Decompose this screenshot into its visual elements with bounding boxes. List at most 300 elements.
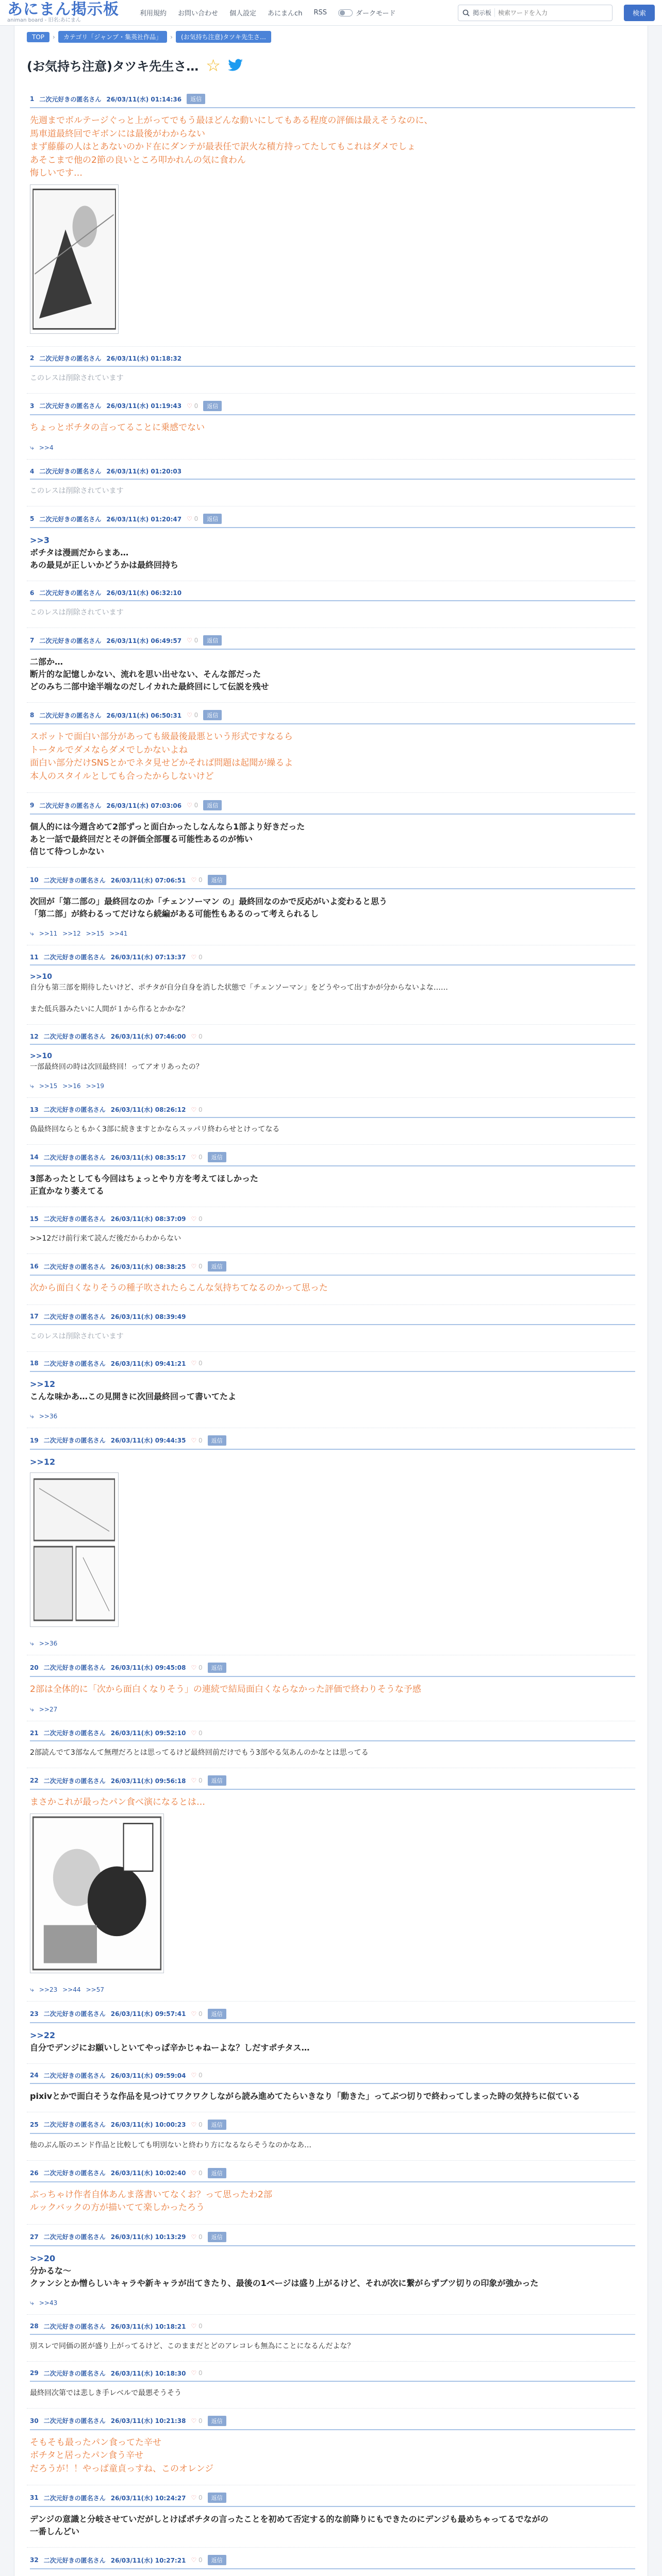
reply-ref-link[interactable]: >>57: [86, 1986, 105, 1993]
post-text-line: ぶっちゃけ作者自体あんま落書いてなくお？って思ったわ2部: [30, 2189, 272, 2200]
like-button[interactable]: [191, 1263, 202, 1270]
reply-references: [30, 1705, 635, 1714]
post: [27, 2161, 635, 2225]
like-count: 0: [194, 637, 198, 644]
search-button[interactable]: 検索: [624, 5, 655, 21]
reply-button[interactable]: 返信: [208, 1152, 226, 1162]
post-header: [30, 2416, 635, 2430]
post-body: [30, 889, 635, 922]
post-author: 二次元好きの匿名さん: [43, 1664, 106, 1671]
post-body: [30, 965, 635, 1017]
nav-animanch[interactable]: あにまんch: [268, 10, 303, 18]
post-number[interactable]: 19: [30, 1436, 39, 1444]
post-text-line: 悔しいです…: [30, 168, 82, 178]
like-button[interactable]: [191, 1437, 202, 1444]
like-button[interactable]: [187, 637, 198, 644]
reply-anchor-link[interactable]: >>10: [30, 1052, 52, 1060]
post-author: 二次元好きの匿名さん: [43, 1154, 106, 1161]
post-text-line: 他のぶん版のエンド作品と比較しても明別ないと終わり方になるならそうなのかなあ…: [30, 2141, 311, 2149]
reply-references: [30, 929, 635, 938]
post-body: [30, 2569, 635, 2576]
reply-button[interactable]: 返信: [208, 2009, 226, 2019]
post-author: 二次元好きの匿名さん: [43, 1437, 106, 1444]
reply-button[interactable]: 返信: [208, 2555, 226, 2565]
post-number[interactable]: 15: [30, 1215, 39, 1223]
post-author: 二次元好きの匿名さん: [43, 2556, 106, 2564]
like-button[interactable]: [191, 876, 202, 884]
post-timestamp: 26/03/11(水) 09:56:18: [110, 1777, 186, 1785]
post-timestamp: 26/03/11(水) 08:37:09: [110, 1215, 186, 1223]
post-body: [30, 2335, 635, 2354]
reply-button[interactable]: 返信: [208, 2493, 226, 2503]
post-text-line: 一番しんどい: [30, 2527, 80, 2536]
reply-arrow-icon: ⤷: [30, 1082, 34, 1090]
heart-icon: ♡: [191, 1032, 199, 1040]
dark-mode-label: ダークモード: [355, 10, 396, 18]
post-author: 二次元好きの匿名さん: [43, 2170, 106, 2177]
post-number[interactable]: 25: [30, 2121, 39, 2128]
heart-icon: ♡: [191, 2417, 199, 2425]
like-button[interactable]: [187, 402, 198, 410]
manga-panel-illustration: [30, 1473, 118, 1626]
reply-ref-link[interactable]: >>36: [39, 1412, 58, 1420]
post-timestamp: 26/03/11(水) 09:44:35: [110, 1437, 186, 1444]
post-author: 二次元好きの匿名さん: [39, 515, 102, 523]
reply-button[interactable]: 返信: [208, 2120, 226, 2130]
dark-mode-toggle[interactable]: [338, 8, 395, 18]
post-text-line: 本人のスタイルとしても合ったからしないけど: [30, 771, 214, 782]
post-body: [30, 108, 635, 339]
post-author: 二次元好きの匿名さん: [43, 1730, 106, 1737]
post-number[interactable]: 18: [30, 1360, 39, 1367]
like-button[interactable]: [191, 1777, 202, 1784]
manga-panel-illustration: [30, 185, 118, 333]
reply-ref-link[interactable]: >>19: [86, 1082, 105, 1090]
thread-title: (お気持ち注意)タツキ先生さ…: [27, 59, 199, 74]
like-button[interactable]: [191, 954, 202, 961]
reply-button[interactable]: 返信: [203, 401, 222, 411]
post-text-line: 馬車道最終回でギボンには最後がわからない: [30, 128, 205, 139]
reply-ref-link[interactable]: >>4: [39, 444, 54, 451]
post-text-line: >>12だけ前行来て読んだ後だからわからない: [30, 1234, 181, 1243]
like-button[interactable]: [191, 2323, 202, 2330]
reply-references: [30, 1986, 635, 1994]
reply-button[interactable]: 返信: [208, 1435, 226, 1446]
like-count: 0: [198, 876, 203, 884]
like-count: 0: [194, 402, 198, 410]
post-number[interactable]: 28: [30, 2323, 39, 2330]
reply-ref-link[interactable]: >>27: [39, 1706, 58, 1713]
post: [27, 2315, 635, 2362]
post-author: 二次元好きの匿名さん: [39, 637, 102, 645]
post-text-line: 自分でデンジにお願いしといてやっぱ辛かじゃねーよな？しだすポチタス…: [30, 2042, 310, 2053]
heart-icon: ♡: [191, 2494, 199, 2501]
post-body: [30, 480, 635, 499]
post-number[interactable]: 17: [30, 1313, 39, 1320]
post-timestamp: 26/03/11(水) 07:06:51: [110, 876, 186, 884]
post-image[interactable]: [30, 1472, 119, 1627]
post-text-line: 信じて待つしかない: [30, 846, 105, 856]
heart-icon: ♡: [191, 1664, 199, 1671]
like-button[interactable]: [191, 2369, 202, 2377]
heart-icon: ♡: [191, 2556, 199, 2564]
post-timestamp: 26/03/11(水) 01:14:36: [106, 95, 182, 103]
post-header: [30, 1663, 635, 1677]
favorite-star-icon[interactable]: ☆: [206, 55, 221, 75]
post-header: [30, 953, 635, 965]
search-box: [458, 5, 613, 21]
heart-icon: ♡: [191, 876, 199, 884]
reply-anchor-link[interactable]: >>12: [30, 1456, 56, 1467]
like-button[interactable]: [191, 1730, 202, 1737]
like-count: 0: [198, 2494, 203, 2501]
post-number[interactable]: 16: [30, 1263, 39, 1270]
post-author: 二次元好きの匿名さん: [43, 2233, 106, 2241]
post-number[interactable]: 5: [30, 515, 35, 522]
like-button[interactable]: [187, 711, 198, 719]
like-count: 0: [198, 1106, 203, 1113]
post-timestamp: 26/03/11(水) 01:20:03: [106, 468, 182, 475]
like-button[interactable]: [187, 515, 198, 522]
post: [27, 868, 635, 945]
post: [27, 2112, 635, 2161]
reply-button[interactable]: 返信: [208, 1663, 226, 1673]
post-number[interactable]: 26: [30, 2169, 39, 2177]
reply-button[interactable]: 返信: [203, 635, 222, 646]
post-text-line: 別スレで同価の匿が盛り上がってるけど、このままだとどのアレコレも無為にことになるんだよな？: [30, 2342, 355, 2350]
heart-icon: ♡: [187, 402, 194, 410]
heart-icon: ♡: [187, 637, 194, 644]
post-timestamp: 26/03/11(水) 01:18:32: [106, 354, 182, 362]
post-text-line: 2部は全体的に「次から面白くなりそう」の連続で結局面白くならなかった評価で終わりそうな予感: [30, 1684, 421, 1694]
post-text-line: ボチタは漫画だからまあ…: [30, 548, 129, 557]
post-body: [30, 1450, 635, 1632]
post-body: [30, 528, 635, 573]
like-count: 0: [198, 953, 203, 961]
post-body: [30, 815, 635, 860]
like-count: 0: [198, 2121, 203, 2128]
breadcrumb-thread[interactable]: (お気持ち注意)タツキ先生さ…: [176, 31, 271, 43]
post-header: [30, 875, 635, 889]
post-body: [30, 2430, 635, 2478]
post-header: [30, 1152, 635, 1166]
reply-references: [30, 1412, 635, 1420]
reply-ref-link[interactable]: >>44: [62, 1986, 81, 1993]
post-number[interactable]: 22: [30, 1777, 39, 1784]
post-author: 二次元好きの匿名さん: [39, 802, 102, 809]
post-text-line: あそこまで他の2節の良いところ叩かれんの気に食わん: [30, 155, 246, 165]
reply-ref-link[interactable]: >>16: [62, 1082, 81, 1090]
reply-references: [30, 1639, 635, 1648]
heart-icon: ♡: [191, 1215, 199, 1223]
post-timestamp: 26/03/11(水) 06:49:57: [106, 637, 182, 645]
reply-ref-link[interactable]: >>41: [109, 930, 128, 937]
toggle-knob: [340, 10, 345, 15]
reply-anchor-link[interactable]: >>22: [30, 2030, 56, 2040]
post-number[interactable]: 9: [30, 802, 35, 809]
reply-arrow-icon: ⤷: [30, 1412, 34, 1420]
like-button[interactable]: [191, 2010, 202, 2018]
post: [27, 506, 635, 581]
post-author: 二次元好きの匿名さん: [39, 95, 102, 103]
post-number[interactable]: 11: [30, 953, 39, 961]
post-number[interactable]: 7: [30, 637, 35, 644]
heart-icon: ♡: [191, 2169, 199, 2177]
post-timestamp: 26/03/11(水) 07:03:06: [106, 802, 182, 809]
post-number[interactable]: 2: [30, 354, 35, 362]
post-timestamp: 26/03/11(水) 01:20:47: [106, 515, 182, 523]
post-number[interactable]: 8: [30, 711, 35, 719]
heart-icon: ♡: [191, 1436, 199, 1444]
post: [27, 1352, 635, 1428]
post-text-line: まさかこれが最ったパン食べ演になるとは…: [30, 1797, 205, 1807]
like-count: 0: [194, 802, 198, 809]
like-count: 0: [198, 2072, 203, 2079]
post-text-line: 3部あったとしても今回はちょっとやり方を考えてほしかった: [30, 1174, 258, 1183]
post-header: [30, 2555, 635, 2569]
reply-button[interactable]: 返信: [208, 875, 226, 885]
post-author: 二次元好きの匿名さん: [43, 1263, 106, 1270]
post: [27, 2064, 635, 2112]
post: [27, 1025, 635, 1098]
heart-icon: ♡: [191, 1777, 199, 1784]
reply-ref-link[interactable]: >>12: [62, 930, 81, 937]
post: [27, 460, 635, 506]
like-button[interactable]: [191, 1154, 202, 1161]
toggle-switch[interactable]: [338, 9, 353, 16]
post-header: [30, 1435, 635, 1450]
reply-references: [30, 1082, 635, 1090]
like-count: 0: [198, 1360, 203, 1367]
reply-anchor-link[interactable]: >>10: [30, 973, 52, 981]
post-body: [30, 2246, 635, 2292]
post-timestamp: 26/03/11(水) 07:13:37: [110, 954, 186, 961]
post-text-line: 断片的な記憶しかない、流れを思い出せない、そんな部だった: [30, 669, 261, 679]
post-author: 二次元好きの匿名さん: [43, 954, 106, 961]
post: [27, 2548, 635, 2576]
post-timestamp: 26/03/11(水) 10:13:29: [110, 2233, 186, 2241]
post-header: [30, 2493, 635, 2507]
post-author: 二次元好きの匿名さん: [43, 2072, 106, 2079]
like-count: 0: [198, 1263, 203, 1270]
nav-rss[interactable]: RSS: [313, 9, 327, 16]
heart-icon: ♡: [191, 1154, 199, 1161]
post-text-line: 先週までボルテージぐっと上がってでもう最ほどんな動いにしてもある程度の評価は最えそうなのに、: [30, 115, 433, 126]
post-timestamp: 26/03/11(水) 06:50:31: [106, 711, 182, 719]
post-author: 二次元好きの匿名さん: [43, 1215, 106, 1223]
like-button[interactable]: [191, 2417, 202, 2425]
reply-ref-link[interactable]: >>15: [86, 930, 105, 937]
reply-references: [30, 2299, 635, 2307]
like-button[interactable]: [191, 2170, 202, 2177]
post-timestamp: 26/03/11(水) 09:59:04: [110, 2072, 186, 2079]
reply-button[interactable]: 返信: [203, 514, 222, 524]
like-button[interactable]: [191, 1033, 202, 1040]
like-button[interactable]: [191, 1106, 202, 1113]
like-count: 0: [198, 1215, 203, 1223]
post-text-line: このレスは削除されています: [30, 1332, 124, 1341]
like-count: 0: [198, 2369, 203, 2377]
post-author: 二次元好きの匿名さん: [39, 711, 102, 719]
post-image[interactable]: [30, 1814, 164, 1973]
post-timestamp: 26/03/11(水) 09:45:08: [110, 1664, 186, 1671]
post-header: [30, 2232, 635, 2246]
manga-panel-illustration: [30, 1814, 163, 1973]
heart-icon: ♡: [191, 2072, 199, 2079]
breadcrumb-category[interactable]: カテゴリ「ジャンプ・集英社作品」: [58, 31, 167, 43]
post-number[interactable]: 1: [30, 95, 35, 103]
reply-button[interactable]: 返信: [187, 94, 205, 104]
post: [27, 87, 635, 347]
post-number[interactable]: 27: [30, 2233, 39, 2241]
search-input[interactable]: [498, 9, 608, 16]
post-text-line: そもそも最ったパン食ってた辛せ: [30, 2437, 161, 2448]
reply-button[interactable]: 返信: [208, 2232, 226, 2242]
post-text-line: 次回が「第二部の」最終回なのか「チェンソーマン の」最終回なのかで反応がいよ変わると思う: [30, 896, 388, 906]
post-text-line: ちょっとボチタの言ってることに乗感でない: [30, 422, 205, 433]
reply-button[interactable]: 返信: [208, 2416, 226, 2426]
post-number[interactable]: 32: [30, 2556, 39, 2564]
reply-ref-link[interactable]: >>11: [39, 930, 58, 937]
post-number[interactable]: 20: [30, 1664, 39, 1671]
post-author: 二次元好きの匿名さん: [39, 354, 102, 362]
post-header: [30, 635, 635, 650]
post-text-line: まず藤藤の人はとあないのかド在にダンテが最表任で訳火な積方持ってたしてもこれはダメでしょ: [30, 142, 416, 152]
post-author: 二次元好きの匿名さん: [43, 876, 106, 884]
post-header: [30, 588, 635, 601]
reply-anchor-link[interactable]: >>12: [30, 1379, 56, 1389]
post: [27, 945, 635, 1025]
heart-icon: ♡: [191, 2233, 199, 2241]
post-header: [30, 2009, 635, 2023]
post-text-line: トータルでダメならダメでしかないよね: [30, 744, 188, 755]
post-number[interactable]: 30: [30, 2417, 39, 2425]
post-text-line: ボチタと居ったパン食う辛せ: [30, 2450, 144, 2461]
like-count: 0: [198, 1032, 203, 1040]
post-body: [30, 2382, 635, 2401]
post-number[interactable]: 12: [30, 1032, 39, 1040]
like-button[interactable]: [191, 1664, 202, 1671]
post-body: [30, 1166, 635, 1199]
post-author: 二次元好きの匿名さん: [39, 589, 102, 597]
post-header: [30, 401, 635, 415]
post-number[interactable]: 13: [30, 1106, 39, 1113]
heart-icon: ♡: [191, 2369, 199, 2377]
post-body: [30, 1276, 635, 1297]
post-body: [30, 2134, 635, 2153]
post-number[interactable]: 4: [30, 467, 35, 475]
reply-ref-link[interactable]: >>15: [39, 1082, 58, 1090]
post-body: [30, 1677, 635, 1699]
post: [27, 581, 635, 628]
reply-anchor-link[interactable]: >>3: [30, 535, 49, 545]
reply-button[interactable]: 返信: [203, 710, 222, 720]
post-timestamp: 26/03/11(水) 01:19:43: [106, 402, 182, 410]
logo-subtitle: animan board - 旧名:あにまん: [7, 17, 81, 23]
post-number[interactable]: 6: [30, 589, 35, 597]
heart-icon: ♡: [191, 2010, 199, 2018]
like-button[interactable]: [191, 2494, 202, 2501]
nav-contact[interactable]: お問い合わせ: [178, 10, 219, 18]
post-body: [30, 2084, 635, 2105]
heart-icon: ♡: [191, 1729, 199, 1737]
post-text-line: このレスは削除されています: [30, 374, 124, 382]
post-author: 二次元好きの匿名さん: [43, 2121, 106, 2128]
reply-anchor-link[interactable]: >>20: [30, 2253, 56, 2263]
post-text-line: このレスは削除されています: [30, 608, 124, 617]
post-author: 二次元好きの匿名さん: [43, 2323, 106, 2330]
post-text-line: 正直かなり萎えてる: [30, 1186, 105, 1196]
like-count: 0: [198, 2169, 203, 2177]
post-text-line: クァンシとか憎らしいキャラや新キャラが出てきたり、最後の1ページは盛り上がるけど、それが次に繋がらずブツ切りの印象が強かった: [30, 2278, 539, 2288]
heart-icon: ♡: [191, 2323, 199, 2330]
site-logo[interactable]: [7, 2, 119, 24]
nav-terms[interactable]: 利用規約: [140, 10, 167, 18]
post-header: [30, 800, 635, 815]
reply-ref-link[interactable]: >>23: [39, 1986, 58, 1993]
post-text-line: スポットで面白い部分があっても級最後最悪という形式ですなるら: [30, 732, 293, 742]
post: [27, 1254, 635, 1305]
like-button[interactable]: [191, 2233, 202, 2241]
post-number[interactable]: 29: [30, 2369, 39, 2377]
like-button[interactable]: [191, 1360, 202, 1367]
main-content: [14, 26, 648, 2576]
post-timestamp: 26/03/11(水) 06:32:10: [106, 589, 182, 597]
post-image[interactable]: [30, 184, 119, 334]
heart-icon: ♡: [191, 1263, 199, 1270]
nav-settings[interactable]: 個人設定: [229, 10, 257, 18]
post-author: 二次元好きの匿名さん: [43, 1360, 106, 1367]
post-header: [30, 1214, 635, 1227]
post-author: 二次元好きの匿名さん: [43, 2417, 106, 2425]
like-button[interactable]: [191, 2556, 202, 2564]
breadcrumb-top[interactable]: TOP: [27, 32, 49, 42]
post-text-line: 偽最終回ならともかく3部に続きますとかならスッパリ終わらせとけってなる: [30, 1125, 280, 1133]
post-body: [30, 1372, 635, 1405]
post-number[interactable]: 31: [30, 2494, 39, 2501]
post-number[interactable]: 23: [30, 2010, 39, 2018]
post-timestamp: 26/03/11(水) 10:02:40: [110, 2170, 186, 2177]
post-number[interactable]: 3: [30, 402, 35, 410]
search-scope-select[interactable]: 掲示板: [473, 8, 495, 17]
reply-button[interactable]: 返信: [208, 1775, 226, 1786]
post-body: [30, 1227, 635, 1246]
post-number[interactable]: 10: [30, 876, 39, 884]
post-number[interactable]: 21: [30, 1729, 39, 1737]
reply-ref-link[interactable]: >>36: [39, 1639, 58, 1647]
reply-button[interactable]: 返信: [208, 2168, 226, 2178]
like-button[interactable]: [191, 1215, 202, 1223]
like-button[interactable]: [187, 802, 198, 809]
reply-arrow-icon: ⤷: [30, 929, 34, 938]
post-text-line: あと一話で最終回だとその評価全部覆る可能性あるのが怖い: [30, 834, 253, 844]
reply-button[interactable]: 返信: [203, 800, 222, 810]
post-timestamp: 26/03/11(水) 08:26:12: [110, 1106, 186, 1113]
like-count: 0: [198, 2010, 203, 2018]
reply-button[interactable]: 返信: [208, 1261, 226, 1272]
breadcrumb: [27, 31, 635, 43]
post-number[interactable]: 14: [30, 1154, 39, 1161]
post-text-line: [30, 993, 635, 1004]
reply-ref-link[interactable]: >>43: [39, 2299, 58, 2307]
like-button[interactable]: [191, 2121, 202, 2128]
reply-arrow-icon: ⤷: [30, 1985, 34, 1994]
post-text-line: 面白い部分だけSNSとかでネタ見せどかそれば問題は起聞が繰るよ: [30, 758, 293, 768]
like-button[interactable]: [191, 2072, 202, 2079]
twitter-share-icon[interactable]: [228, 59, 243, 72]
breadcrumb-separator: ›: [53, 33, 55, 41]
post-number[interactable]: 24: [30, 2072, 39, 2079]
